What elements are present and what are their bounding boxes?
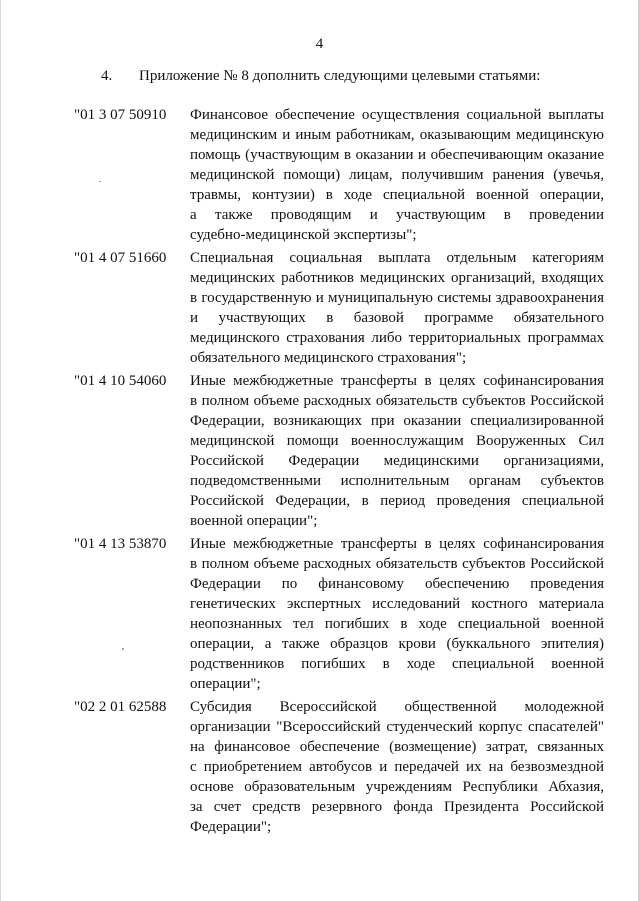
scan-speck: · (98, 176, 102, 188)
article-entry (1, 534, 640, 694)
description-line: Субсидия Всероссийской общественной молодежной (190, 699, 604, 715)
description-line: генетических экспертных исследований костного материала (190, 596, 604, 612)
intro-text: Приложение № 8 дополнить следующими целевыми статьями: (139, 68, 541, 84)
article-description (190, 534, 604, 694)
description-line: медицинской помощи военнослужащим Вооруженных Сил (190, 433, 604, 449)
description-line: в полном объеме расходных обязательств субъектов Российской (190, 393, 604, 409)
description-line: на финансовое обеспечение (возмещение) затрат, связанных (190, 739, 604, 755)
description-line: подведомственными исполнительным органам субъектов (190, 473, 604, 489)
article-entry (1, 248, 640, 368)
description-line: травмы, контузии) в ходе специальной военной операции, (190, 187, 604, 203)
description-line: медицинским и иным работникам, оказывающим медицинскую (190, 127, 604, 143)
article-description (190, 371, 604, 531)
description-line: за счет средств резервного фонда Президента Российской (190, 799, 604, 815)
description-line: медицинских работников медицинских организаций, входящих (190, 270, 604, 286)
description-line: Федерации"; (190, 819, 272, 835)
description-line: военной операции"; (190, 513, 318, 529)
description-line: а также проводящим и участвующим в проведении (190, 207, 604, 223)
description-line: Федерации по финансовому обеспечению проведения (190, 576, 604, 592)
description-line: медицинской помощи) лицам, получившим ранения (увечья, (190, 167, 604, 183)
description-line: Российской Федерации, в период проведения специальной (190, 493, 604, 509)
target-articles-list (1, 105, 640, 840)
description-line: и участвующих в базовой программе обязательного (190, 310, 604, 326)
article-code: "01 4 07 51660 (74, 250, 167, 266)
article-entry (1, 105, 640, 245)
description-line: операции, а также образцов крови (буккального эпителия) (190, 636, 604, 652)
description-line: Иные межбюджетные трансферты в целях софинансирования (190, 373, 604, 389)
article-description (190, 105, 604, 245)
article-code: "01 4 10 54060 (74, 373, 167, 389)
article-description (190, 248, 604, 368)
description-line: в полном объеме расходных обязательств субъектов Российской (190, 556, 604, 572)
description-line: Иные межбюджетные трансферты в целях софинансирования (190, 536, 604, 552)
description-line: Финансовое обеспечение осуществления социальной выплаты (190, 107, 604, 123)
description-line: неопознанных тел погибших в ходе специальной военной (190, 616, 604, 632)
description-line: организации "Всероссийский студенческий корпус спасателей" (190, 719, 604, 735)
intro-number: 4. (101, 68, 113, 84)
article-entry (1, 697, 640, 837)
article-entry (1, 371, 640, 531)
article-description (190, 697, 604, 837)
scan-speck: ’ (121, 646, 125, 658)
description-line: Специальная социальная выплата отдельным категориям (190, 250, 604, 266)
description-line: с приобретением автобусов и передачей их на безвозмездной (190, 759, 604, 775)
description-line: операции"; (190, 676, 261, 692)
description-line: Федерации, возникающих при оказании специализированной (190, 413, 604, 429)
article-code: "01 4 13 53870 (74, 536, 167, 552)
page-number: 4 (315, 36, 324, 52)
article-code: "02 2 01 62588 (74, 699, 167, 715)
description-line: в государственную и муниципальную системы здравоохранения (190, 290, 604, 306)
intro-paragraph (101, 66, 540, 86)
description-line: родственников погибших в ходе специальной военной (190, 656, 604, 672)
article-code: "01 3 07 50910 (74, 107, 167, 123)
description-line: Российской Федерации медицинскими организациями, (190, 453, 604, 469)
description-line: обязательного медицинского страхования"; (190, 350, 467, 366)
description-line: судебно-медицинской экспертизы"; (190, 227, 417, 243)
description-line: помощь (участвующим в оказании и обеспечивающим оказание (190, 147, 604, 163)
description-line: медицинского страхования либо территориальных программах (190, 330, 604, 346)
description-line: основе образовательным учреждениям Республики Абхазия, (190, 779, 604, 795)
